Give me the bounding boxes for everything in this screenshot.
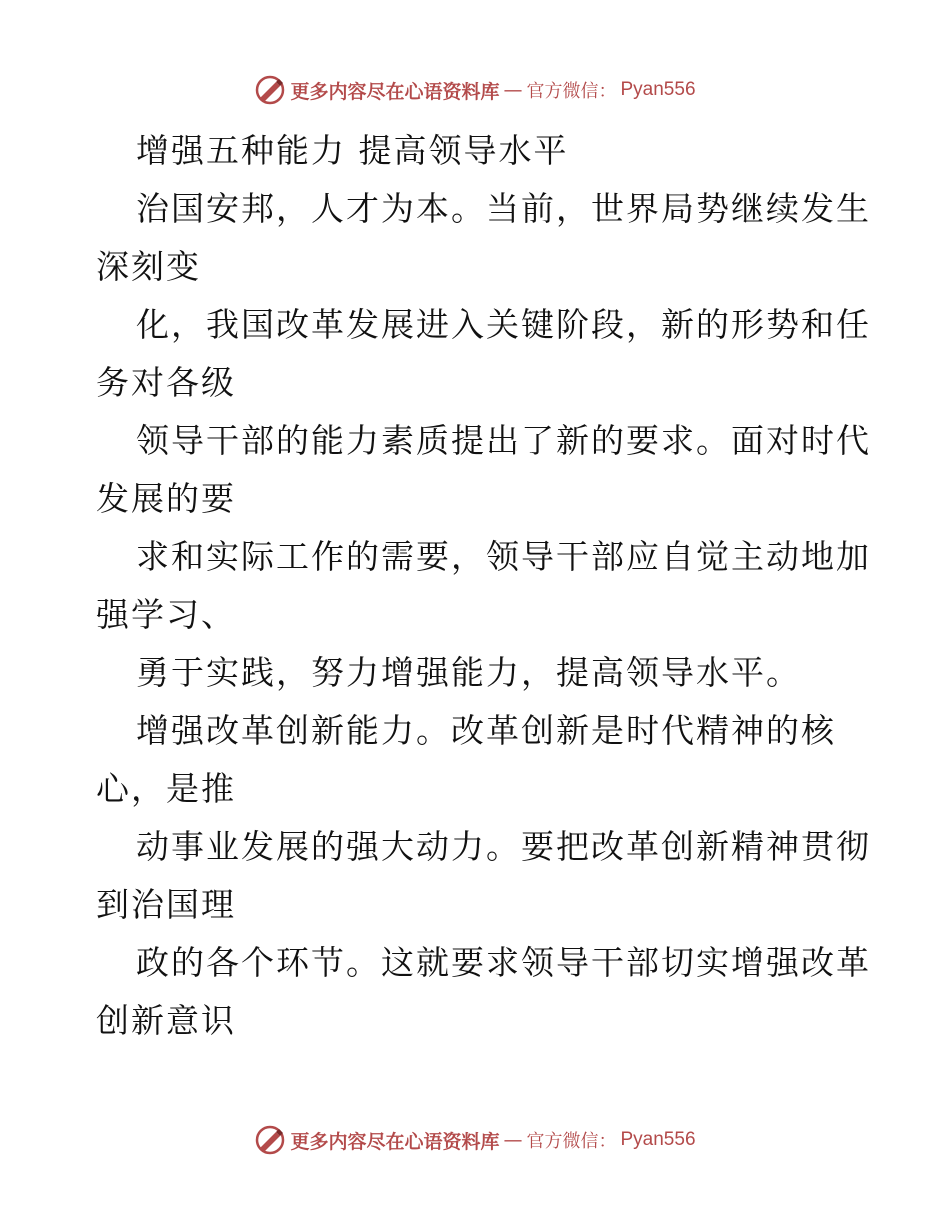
pen-logo-icon (254, 1124, 286, 1156)
text-line: 动事业发展的强大动力。要把改革创新精神贯彻 (136, 827, 871, 866)
text-line: 治国安邦，人才为本。当前，世界局势继续发生 (136, 189, 871, 228)
footer-banner (0, 1122, 950, 1158)
pen-logo-icon (254, 74, 286, 106)
text-line: 增强改革创新能力。改革创新是时代精神的核 (136, 711, 836, 750)
banner-dash: — (503, 79, 523, 101)
banner-text: 更多内容尽在心语资料库 (290, 1130, 500, 1153)
document-body (96, 122, 871, 1050)
banner-official: 官方微信： (526, 1131, 617, 1152)
text-line: 发展的要 (96, 479, 236, 518)
text-line: 政的各个环节。这就要求领导干部切实增强改革 (136, 943, 871, 982)
text-line: 深刻变 (96, 247, 201, 286)
text-line: 创新意识 (96, 1001, 236, 1040)
text-line: 心，是推 (96, 769, 236, 808)
header-banner (0, 72, 950, 108)
banner-dash: — (503, 1129, 523, 1151)
text-line: 化，我国改革发展进入关键阶段，新的形势和任 (136, 305, 871, 344)
text-line: 勇于实践，努力增强能力，提高领导水平。 (136, 653, 801, 692)
banner-official: 官方微信： (526, 81, 617, 102)
text-line: 务对各级 (96, 363, 236, 402)
banner-wechat-id: Pyan556 (620, 79, 696, 100)
banner-wechat-id: Pyan556 (620, 1129, 696, 1150)
banner-text: 更多内容尽在心语资料库 (290, 80, 500, 103)
banner (254, 74, 695, 106)
text-line: 到治国理 (96, 885, 236, 924)
text-line: 强学习、 (96, 595, 236, 634)
text-line: 领导干部的能力素质提出了新的要求。面对时代 (136, 421, 871, 460)
banner (254, 1124, 695, 1156)
text-line: 增强五种能力 提高领导水平 (136, 131, 569, 170)
text-line: 求和实际工作的需要，领导干部应自觉主动地加 (136, 537, 871, 576)
